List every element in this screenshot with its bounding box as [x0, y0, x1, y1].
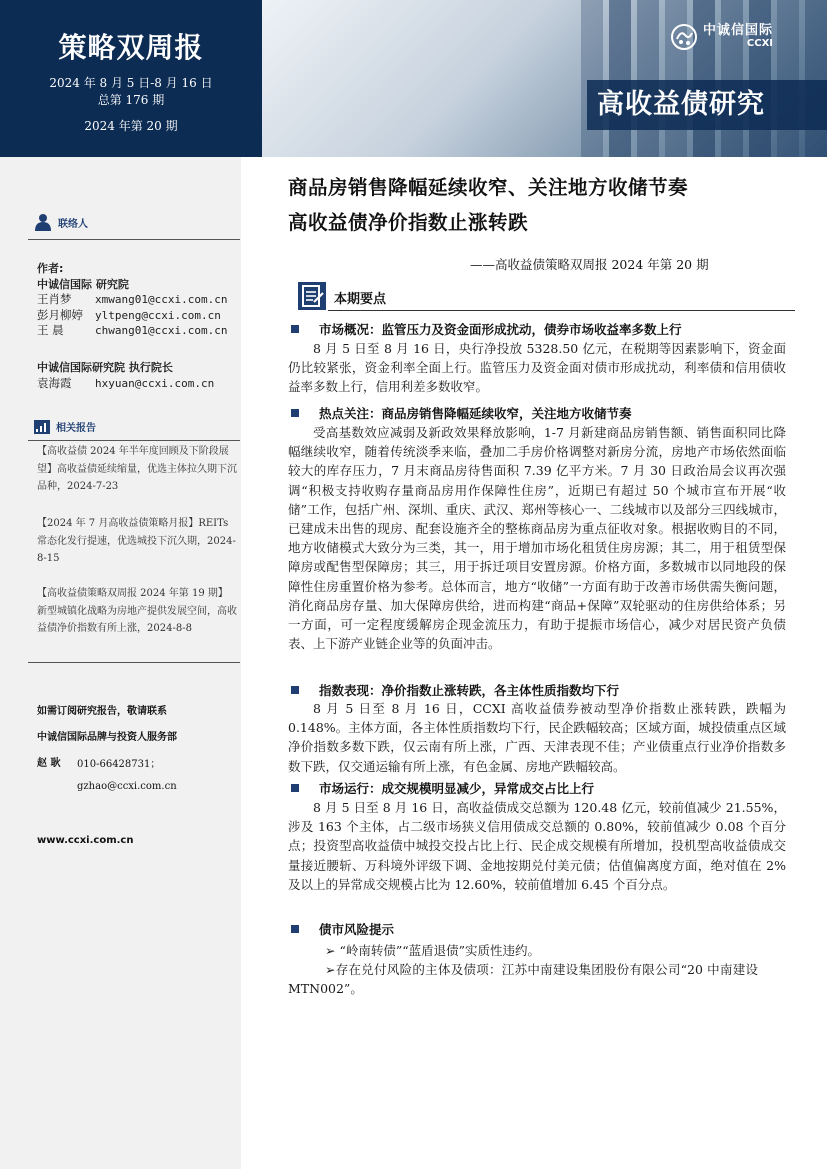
point-heading: 指数表现：净价指数止涨转跌，各主体性质指数均下行: [291, 681, 619, 699]
contact-heading: [34, 213, 88, 231]
logo-cn: 中诚信国际: [703, 23, 774, 38]
issue-year: 2024 年第 20 期: [84, 119, 178, 133]
report-title-line-2: 高收益债净价指数止涨转跌: [288, 211, 529, 234]
contact-phone: 010-66428731；: [77, 759, 161, 770]
related-report-link[interactable]: 【高收益债 2024 年半年度回顾及下阶段展望】高收益债延续缩量，优选主体拉久期下沉品种，2024-7-23: [37, 446, 237, 492]
logo-mark-icon: [669, 22, 699, 52]
author-email[interactable]: yltpeng@ccxi.com.cn: [95, 308, 221, 322]
director-block: [37, 360, 214, 391]
author-name: 彭月柳婷: [37, 307, 83, 322]
related-report-link[interactable]: 【2024 年 7 月高收益债策略月报】REITs 常态化发行提速，优选城投下沉久期，2024-8-15: [37, 518, 236, 564]
institute: 中诚信国际 研究院: [37, 277, 129, 291]
risk-item: ➢存在兑付风险的主体及债项：江苏中南建设集团股份有限公司“20 中南建设 MTN002”。: [288, 962, 758, 997]
section-rule: [328, 310, 795, 311]
point-heading: 债市风险提示: [291, 920, 394, 938]
bullet-square-icon: [291, 784, 299, 792]
subscribe-note: 如需订阅研究报告，敬请联系: [37, 706, 167, 717]
logo-en: CCXI: [746, 38, 774, 49]
point-paragraph: 受高基数效应减弱及新政效果释放影响，1-7 月新建商品房销售额、销售面积同比降幅继续收窄，随着传统淡季来临，叠加二手房价格调整对新房分流，房地产市场依然面临较大的库存压力，7 月末商品房待售面积 7.39 亿平方米。7 月 30 日政治局会议再次强调“积极支持收购存量商品房用作保障性住房”，近期已有超过 50 个城市宣布开展“收储”工作，包括广州、深圳、重庆、武汉、郑州等核心一、二线城市以及部分三四线城市，已建成未出售的现房、配套设施齐全的整栋商品房为重点征收对象。根据收购目的不同，地方收储模式大致分为三类，其一，用于增加市场化租赁住房房源；其二，用于租赁型保障房或配售型保障房；其三，用于拆迁项目安置房源。价格方面，多数城市以同地段的保障性住房重置价格为参考。总体而言，地方“收储”一方面有助于改善市场供需失衡问题，消化商品房存量、加大保障房供给，进而构建“商品+保障”双轮驱动的住房供给体系；另一方面，可一定程度缓解房企现金流压力，有助于提振市场信心，减少对居民资产负债表、上下游产业链企业等的负面冲击。: [288, 425, 786, 652]
point-heading: 市场运行：成交规模明显减少，异常成交占比上行: [291, 779, 594, 797]
arrow-icon: ➢: [325, 962, 336, 977]
contact-person-icon: [34, 213, 52, 231]
report-title-line-1: 商品房销售降幅延续收窄、关注地方收储节奏: [288, 176, 689, 199]
related-label: 相关报告: [56, 423, 96, 434]
author-name: 王 晨: [37, 323, 64, 338]
divider: [28, 662, 240, 663]
bullet-square-icon: [291, 325, 299, 333]
bullet-square-icon: [291, 409, 299, 417]
header-image: [262, 0, 827, 157]
issue-total: 总第 176 期: [97, 93, 165, 107]
header-banner: [0, 0, 262, 157]
author-row: [37, 292, 227, 308]
authors-heading: 作者:: [37, 262, 64, 275]
author-row: [37, 323, 227, 339]
contact-label: 联络人: [58, 218, 88, 230]
related-reports-icon: [34, 420, 50, 434]
related-heading: [34, 419, 96, 434]
point-paragraph: 8 月 5 日至 8 月 16 日，CCXI 高收益债券被动型净价指数止涨转跌，跌幅为 0.148%。主体方面，各主体性质指数均下行，民企跌幅较高；区域方面，城投债重点区域净价指数多数下跌，仅云南有所上涨，广西、天津表现不佳；产业债重点行业净价指数多数下跌，仅交通运输有所上涨，有色金属、房地产跌幅较高。: [288, 701, 786, 774]
point-paragraph: 8 月 5 日至 8 月 16 日，高收益债成交总额为 120.48 亿元，较前值减少 21.55%，涉及 163 个主体，占二级市场狭义信用债成交总额的 0.80%，较前值减少 0.08 个百分点；投资型高收益债中城投交投占比上行、民企成交规模有所增加，投机型高收益债成交量接近腰斩、万科境外评级下调、金地按期兑付美元债；估值偏离度方面，绝对值在 2%及以上的异常成交规模占比为 12.60%，较前值增加 6.45 个百分点。: [288, 800, 786, 892]
author-name: 王肖梦: [37, 292, 72, 307]
service-dept: 中诚信国际品牌与投资人服务部: [37, 732, 177, 743]
contact-email[interactable]: gzhao@ccxi.com.cn: [77, 781, 177, 792]
website-link[interactable]: www.ccxi.com.cn: [37, 835, 134, 846]
director-email[interactable]: hxyuan@ccxi.com.cn: [95, 376, 215, 390]
point-heading: 市场概况：监管压力及资金面形成扰动，债券市场收益率多数上行: [291, 320, 682, 338]
contact-name: 赵 耿: [37, 758, 61, 769]
report-name: 策略双周报: [58, 31, 204, 64]
author-email[interactable]: xmwang01@ccxi.com.cn: [95, 293, 228, 307]
bullet-square-icon: [291, 686, 299, 694]
point-heading: 热点关注：商品房销售降幅延续收窄，关注地方收储节奏: [291, 404, 632, 422]
report-byline: ——高收益债策略双周报 2024 年第 20 期: [470, 257, 709, 272]
sidebar: [0, 157, 241, 1169]
risk-item: ➢ “岭南转债”“蓝盾退债”实质性违约。: [325, 943, 541, 958]
point-paragraph: 8 月 5 日至 8 月 16 日，央行净投放 5328.50 亿元，在税期等因素影响下，资金面仍比较紧张，资金利率全面上行。监管压力及资金面对债市形成扰动，利率债和信用债收益率多数上行，信用利差多数收窄。: [288, 341, 786, 395]
director-heading: 中诚信国际研究院 执行院长: [37, 361, 173, 374]
company-logo: [669, 22, 773, 52]
author-email[interactable]: chwang01@ccxi.com.cn: [95, 324, 228, 338]
divider: [28, 239, 240, 240]
bullet-square-icon: [291, 925, 299, 933]
key-points-header: [288, 280, 795, 313]
related-report-link[interactable]: 【高收益债策略双周报 2024 年第 19 期】新型城镇化战略为房地产提供发展空间，高收益债净价指数有所上涨，2024-8-8: [37, 588, 237, 634]
arrow-icon: ➢: [325, 943, 336, 958]
director-name: 袁海霞: [37, 375, 72, 390]
authors-block: [37, 261, 227, 339]
director-row: [37, 376, 214, 392]
divider: [28, 440, 240, 441]
document-icon: [298, 282, 326, 310]
subject-title: 高收益债研究: [597, 89, 765, 120]
author-row: [37, 308, 227, 324]
section-title: 本期要点: [334, 292, 387, 307]
date-range: 2024 年 8 月 5 日-8 月 16 日: [49, 76, 213, 90]
